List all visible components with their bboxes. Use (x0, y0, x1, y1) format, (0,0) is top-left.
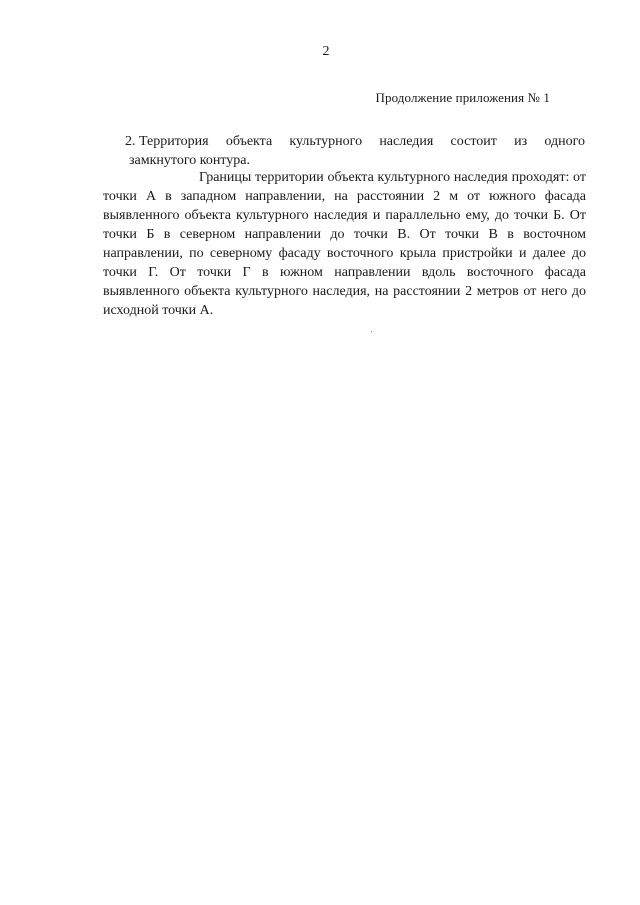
item-word: культурного (289, 134, 363, 149)
scan-speck (371, 331, 372, 332)
appendix-continuation-note: Продолжение приложения № 1 (375, 90, 550, 105)
item-word: из (514, 134, 528, 149)
item-first-segment (125, 132, 209, 151)
numbered-item (125, 132, 585, 170)
item-word: одного (544, 134, 585, 149)
item-word: состоит (450, 134, 497, 149)
item-word: объекта (225, 134, 273, 149)
item-word: наследия (379, 134, 434, 149)
page-number: 2 (322, 44, 330, 59)
item-word: Территория (139, 134, 209, 149)
numbered-item-line-2: замкнутого контура. (129, 153, 250, 168)
boundaries-paragraph: Границы территории объекта культурного наследия проходят: от точки А в западном направлении, на расстоянии 2 м от южного фасада выявленного объекта культурного наследия и параллельно ему, до точки Б. От точки Б в северном направлении до точки В. От точки В в восточном направлении, по северному фасаду восточного крыла пристройки и далее до точки Г. От точки Г в южном направлении вдоль восточного фасада выявленного объекта культурного наследия, на расстоянии 2 метров от него до исходной точки А. (103, 170, 586, 318)
item-marker: 2. (125, 134, 136, 149)
numbered-item-line-1 (125, 132, 585, 151)
